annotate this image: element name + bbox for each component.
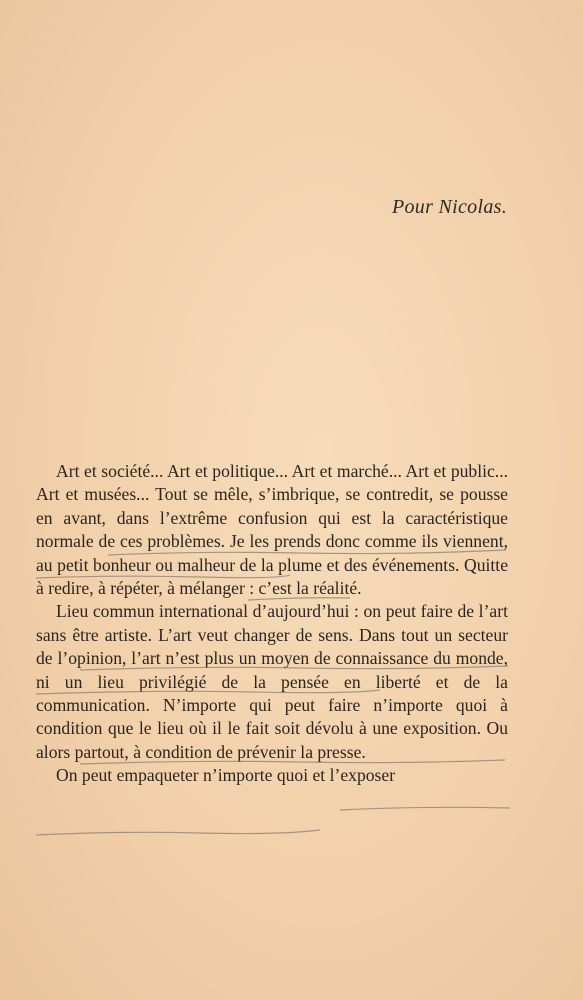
underline-mark xyxy=(36,830,320,835)
paragraph-3: On peut empaqueter n’importe quoi et l’exposer xyxy=(56,765,396,786)
dedication: Pour Nicolas. xyxy=(391,196,507,218)
paragraph-1: Art et société... Art et politique... Art et marché... Art et public... Art et musées... Tout se mêle, s’imbrique, se contredit, se pousse en avant, dans l’extrême confusion qui est la caractéristique normale de ces problèmes. Je les prends donc comme ils viennent, au petit bonheur ou malheur de la plume et des événements. Quitte à redire, à répéter, à mélanger : c’est la réalité. xyxy=(36,461,508,599)
body-text xyxy=(36,460,508,788)
underline-mark xyxy=(340,807,510,810)
paragraph-2: Lieu commun international d’aujourd’hui : on peut faire de l’art sans être artiste. L’art veut changer de sens. Dans tout un secteur de l’opinion, l’art n’est plus un moyen de connaissance du monde, ni un lieu privilégié de la pensée en liberté et de la communication. N’importe qui peut faire n’importe quoi à condition que le lieu où il le fait soit dévolu à une exposition. Ou alors partout, à condition de prévenir la presse. xyxy=(36,601,508,762)
